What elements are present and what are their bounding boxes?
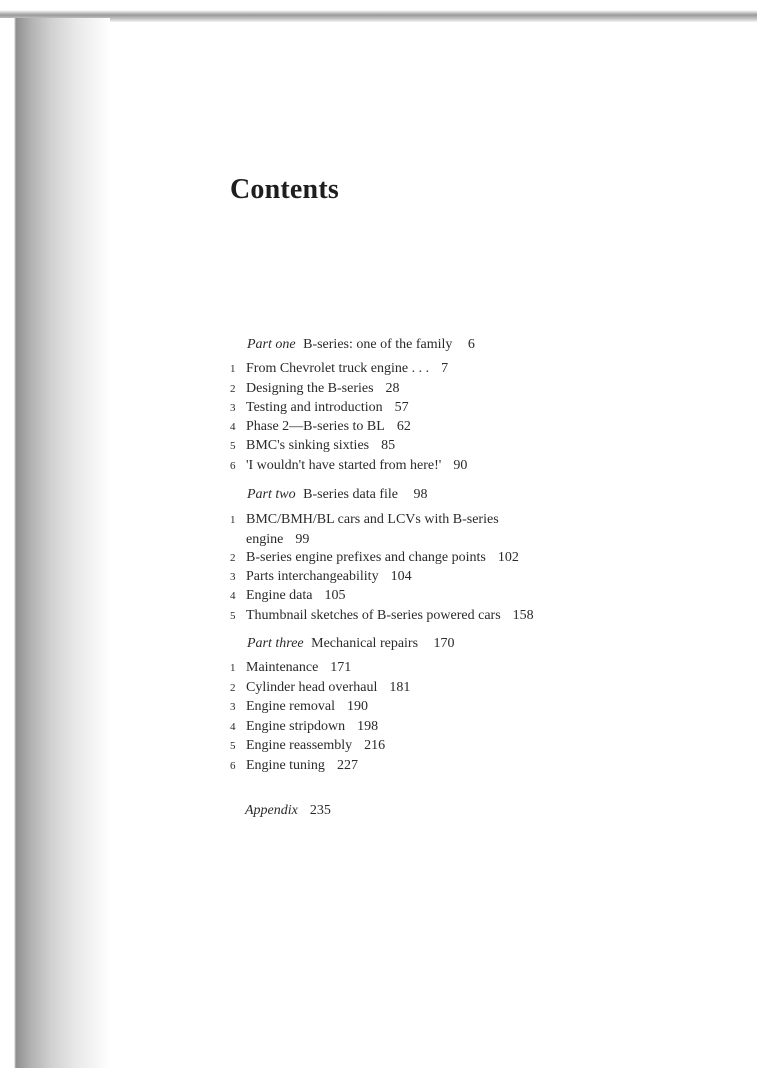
- chapter-page: 102: [497, 550, 519, 565]
- part-three-heading: [247, 636, 455, 652]
- toc-entry: [230, 756, 358, 776]
- part-title: B-series: one of the family: [303, 337, 453, 352]
- toc-entry: [230, 398, 409, 418]
- toc-entry: [230, 417, 411, 437]
- appendix-label: Appendix: [245, 803, 298, 818]
- chapter-page: 104: [390, 569, 412, 584]
- chapter-page: 227: [336, 758, 358, 773]
- part-title: Mechanical repairs: [311, 636, 419, 651]
- chapter-page: 57: [394, 400, 409, 415]
- part-two-heading: [247, 487, 427, 503]
- chapter-number: 3: [230, 571, 236, 583]
- chapter-title: BMC/BMH/BL cars and LCVs with B-series: [246, 512, 499, 527]
- chapter-number: 3: [230, 701, 236, 713]
- toc-entry: [230, 456, 467, 476]
- chapter-page: 90: [453, 458, 468, 473]
- part-page: 6: [467, 337, 475, 352]
- chapter-page: 28: [385, 381, 400, 396]
- chapter-page: 105: [324, 588, 346, 603]
- part-title: B-series data file: [303, 487, 398, 502]
- chapter-page: 181: [389, 680, 411, 695]
- chapter-number: 5: [230, 740, 236, 752]
- chapter-title: Designing the B-series: [246, 381, 374, 396]
- chapter-number: 4: [230, 721, 236, 733]
- chapter-title: BMC's sinking sixties: [246, 438, 370, 453]
- chapter-title: B-series engine prefixes and change points: [246, 550, 486, 565]
- chapter-title: Engine tuning: [246, 758, 325, 773]
- part-label: Part one: [247, 337, 296, 352]
- chapter-title: Engine reassembly: [246, 738, 353, 753]
- part-label: Part three: [247, 636, 304, 651]
- chapter-title-continued: engine: [246, 532, 284, 547]
- chapter-title: Testing and introduction: [246, 400, 383, 415]
- chapter-title: From Chevrolet truck engine . . .: [246, 361, 430, 376]
- chapter-number: 6: [230, 760, 236, 772]
- chapter-number: 2: [230, 383, 236, 395]
- part-label: Part two: [247, 487, 296, 502]
- chapter-number: 2: [230, 682, 236, 694]
- toc-entry: [230, 359, 448, 379]
- chapter-title: Engine data: [246, 588, 313, 603]
- chapter-number: 1: [230, 514, 236, 526]
- chapter-page: 62: [396, 419, 411, 434]
- toc-entry: [230, 717, 378, 737]
- chapter-number: 2: [230, 552, 236, 564]
- toc-entry: [230, 567, 412, 587]
- chapter-number: 4: [230, 590, 236, 602]
- chapter-page: 99: [295, 532, 310, 547]
- chapter-page: 216: [364, 738, 386, 753]
- chapter-page: 7: [441, 361, 449, 376]
- chapter-page: 158: [512, 608, 534, 623]
- chapter-title: Thumbnail sketches of B-series powered cars: [246, 608, 501, 623]
- chapter-title: 'I wouldn't have started from here!': [246, 458, 442, 473]
- toc-entry: [230, 697, 368, 717]
- toc-entry: [230, 379, 400, 399]
- chapter-page: 190: [347, 699, 369, 714]
- chapter-title: Parts interchangeability: [246, 569, 379, 584]
- chapter-title: Engine removal: [246, 699, 336, 714]
- toc-entry: [230, 548, 519, 568]
- chapter-number: 1: [230, 363, 236, 375]
- chapter-page: 198: [357, 719, 379, 734]
- toc-entry: [230, 678, 410, 698]
- part-page: 98: [413, 487, 428, 502]
- appendix-entry: [245, 803, 331, 819]
- part-page: 170: [433, 636, 455, 651]
- toc-entry: [230, 510, 499, 549]
- chapter-page: 85: [381, 438, 396, 453]
- chapter-number: 4: [230, 421, 236, 433]
- chapter-number: 3: [230, 402, 236, 414]
- part-one-heading: [247, 337, 475, 353]
- toc-entry: [230, 586, 345, 606]
- appendix-page: 235: [309, 803, 331, 818]
- chapter-page: 171: [330, 660, 352, 675]
- chapter-number: 1: [230, 662, 236, 674]
- toc-entry: [230, 658, 351, 678]
- toc-entry: [230, 736, 385, 756]
- chapter-title: Engine stripdown: [246, 719, 346, 734]
- page-title: Contents: [230, 174, 339, 205]
- chapter-number: 5: [230, 610, 236, 622]
- chapter-title: Cylinder head overhaul: [246, 680, 378, 695]
- toc-entry: [230, 606, 534, 626]
- chapter-title: Maintenance: [246, 660, 319, 675]
- chapter-title: Phase 2—B-series to BL: [246, 419, 385, 434]
- chapter-number: 6: [230, 460, 236, 472]
- chapter-number: 5: [230, 440, 236, 452]
- toc-entry: [230, 436, 395, 456]
